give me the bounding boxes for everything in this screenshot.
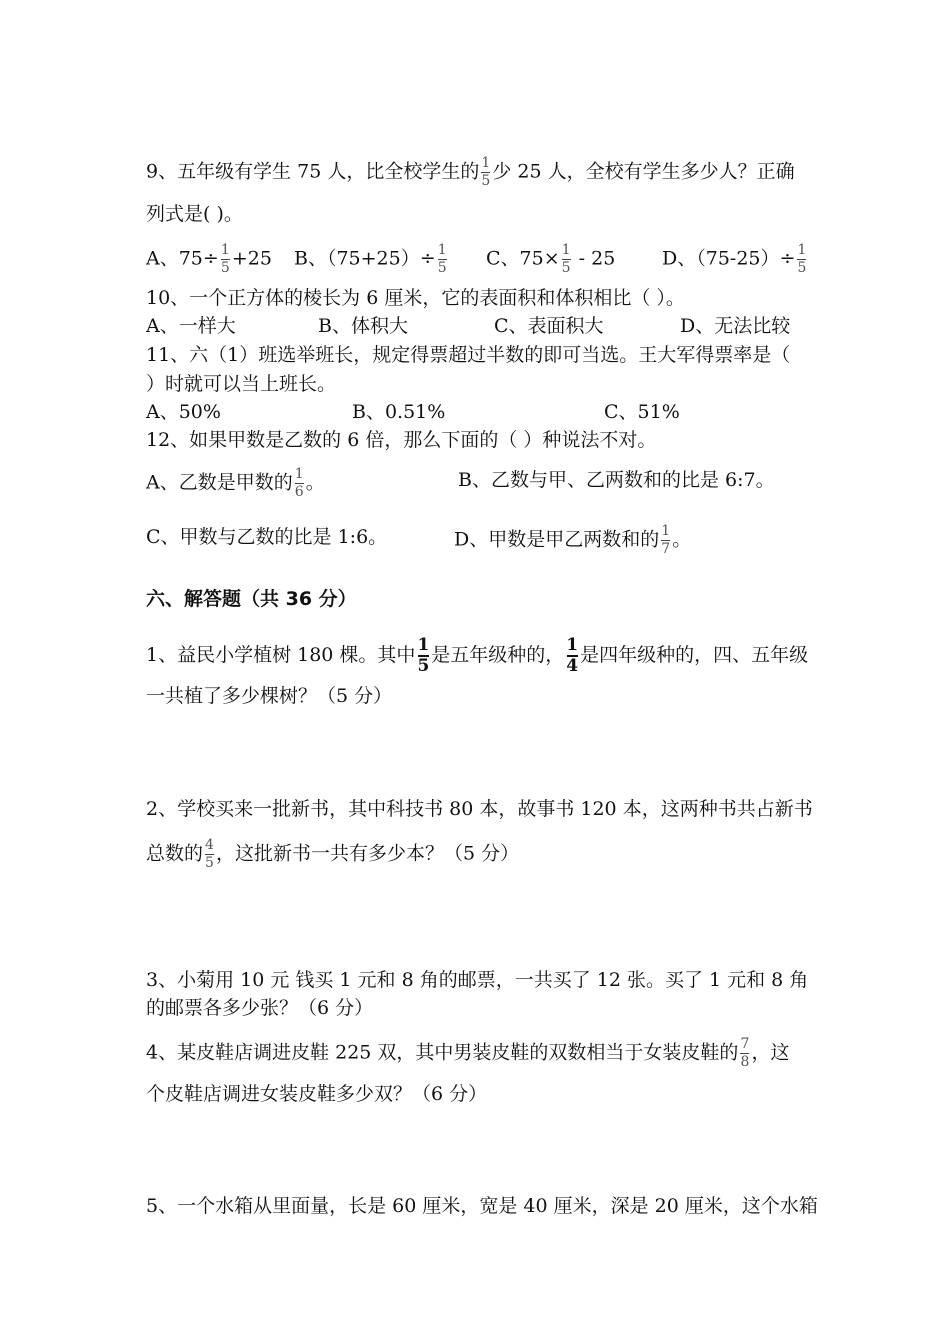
problem-1-line2: 一共植了多少棵树？（5 分）: [146, 685, 393, 707]
q9-option-b: B、（75+25）÷ $\frac{1}{5}$: [294, 242, 447, 276]
q10-option-a: A、一样大: [146, 315, 236, 337]
problem-3-line2: 的邮票各多少张？（6 分）: [146, 997, 374, 1019]
q10-option-b: B、体积大: [318, 315, 408, 337]
fraction: $\frac{4}{5}$: [205, 837, 214, 871]
fraction: $\frac{1}{6}$: [294, 466, 304, 500]
problem-4-line1: 4、某皮鞋店调进皮鞋 225 双，其中男装皮鞋的双数相当于女装皮鞋的 $\frac{7}{8}$ ，这: [146, 1036, 790, 1070]
fraction: $\frac{1}{5}$: [481, 155, 491, 189]
fraction: $\frac{1}{4}$: [566, 635, 579, 676]
q11-line2: ）时就可以当上班长。: [146, 373, 337, 395]
q9-text-b: 少 25 人，全校有学生多少人？正确: [492, 160, 795, 183]
q12-option-b: B、乙数与甲、乙两数和的比是 6:7。: [458, 469, 775, 491]
q11-option-a: A、50%: [146, 401, 221, 423]
q12-text: 12、如果甲数是乙数的 6 倍，那么下面的（ ）种说法不对。: [146, 429, 657, 451]
problem-2-line2: 总数的 $\frac{4}{5}$ ，这批新书一共有多少本？（5 分）: [146, 837, 520, 871]
problem-5-line1: 5、一个水箱从里面量，长是 60 厘米，宽是 40 厘米，深是 20 厘米，这个水箱: [146, 1195, 818, 1217]
q9-line1: [146, 155, 795, 190]
q9-text-a: 9、五年级有学生 75 人，比全校学生的: [146, 160, 480, 183]
q9-option-a: A、75÷ $\frac{1}{5}$ +25: [146, 242, 272, 276]
problem-1-line1: 1、益民小学植树 180 棵。其中 $\frac{1}{5}$ 是五年级种的， $\frac{1}{4}$ 是四年级种的，四、五年级: [146, 635, 809, 676]
fraction: $\frac{1}{5}$: [797, 242, 807, 276]
q11-option-b: B、0.51%: [352, 401, 446, 423]
fraction: $\frac{1}{7}$: [661, 523, 671, 557]
problem-4-line2: 个皮鞋店调进女装皮鞋多少双？（6 分）: [146, 1083, 488, 1105]
problem-2-line1: 2、学校买来一批新书，其中科技书 80 本，故事书 120 本，这两种书共占新书: [146, 798, 813, 820]
q9-option-d: D、（75-25）÷ $\frac{1}{5}$: [662, 242, 807, 276]
section-title: 六、解答题（共 36 分）: [146, 588, 357, 610]
fraction: $\frac{1}{5}$: [437, 242, 447, 276]
problem-3-line1: 3、小菊用 10 元 钱买 1 元和 8 角的邮票，一共买了 12 张。买了 1 元和 8 角: [146, 969, 809, 991]
q9-line2: 列式是( )。: [146, 203, 243, 225]
q11-line1: 11、六（1）班选举班长，规定得票超过半数的即可当选。王大军得票率是（: [146, 344, 791, 366]
q12-option-c: C、甲数与乙数的比是 1:6。: [146, 526, 388, 548]
fraction: $\frac{1}{5}$: [561, 242, 571, 276]
fraction: $\frac{1}{5}$: [417, 635, 430, 676]
fraction: $\frac{7}{8}$: [740, 1036, 750, 1070]
q10-text: 10、一个正方体的棱长为 6 厘米，它的表面积和体积相比（ ）。: [146, 287, 685, 309]
fraction: $\frac{1}{5}$: [220, 242, 230, 276]
q11-option-c: C、51%: [604, 401, 680, 423]
q12-option-a: A、乙数是甲数的 $\frac{1}{6}$ 。: [146, 466, 325, 500]
q10-option-c: C、表面积大: [494, 315, 604, 337]
q12-option-d: D、甲数是甲乙两数和的 $\frac{1}{7}$ 。: [454, 523, 692, 557]
q9-option-c: C、75× $\frac{1}{5}$ - 25: [486, 242, 616, 276]
q10-option-d: D、无法比较: [680, 315, 791, 337]
